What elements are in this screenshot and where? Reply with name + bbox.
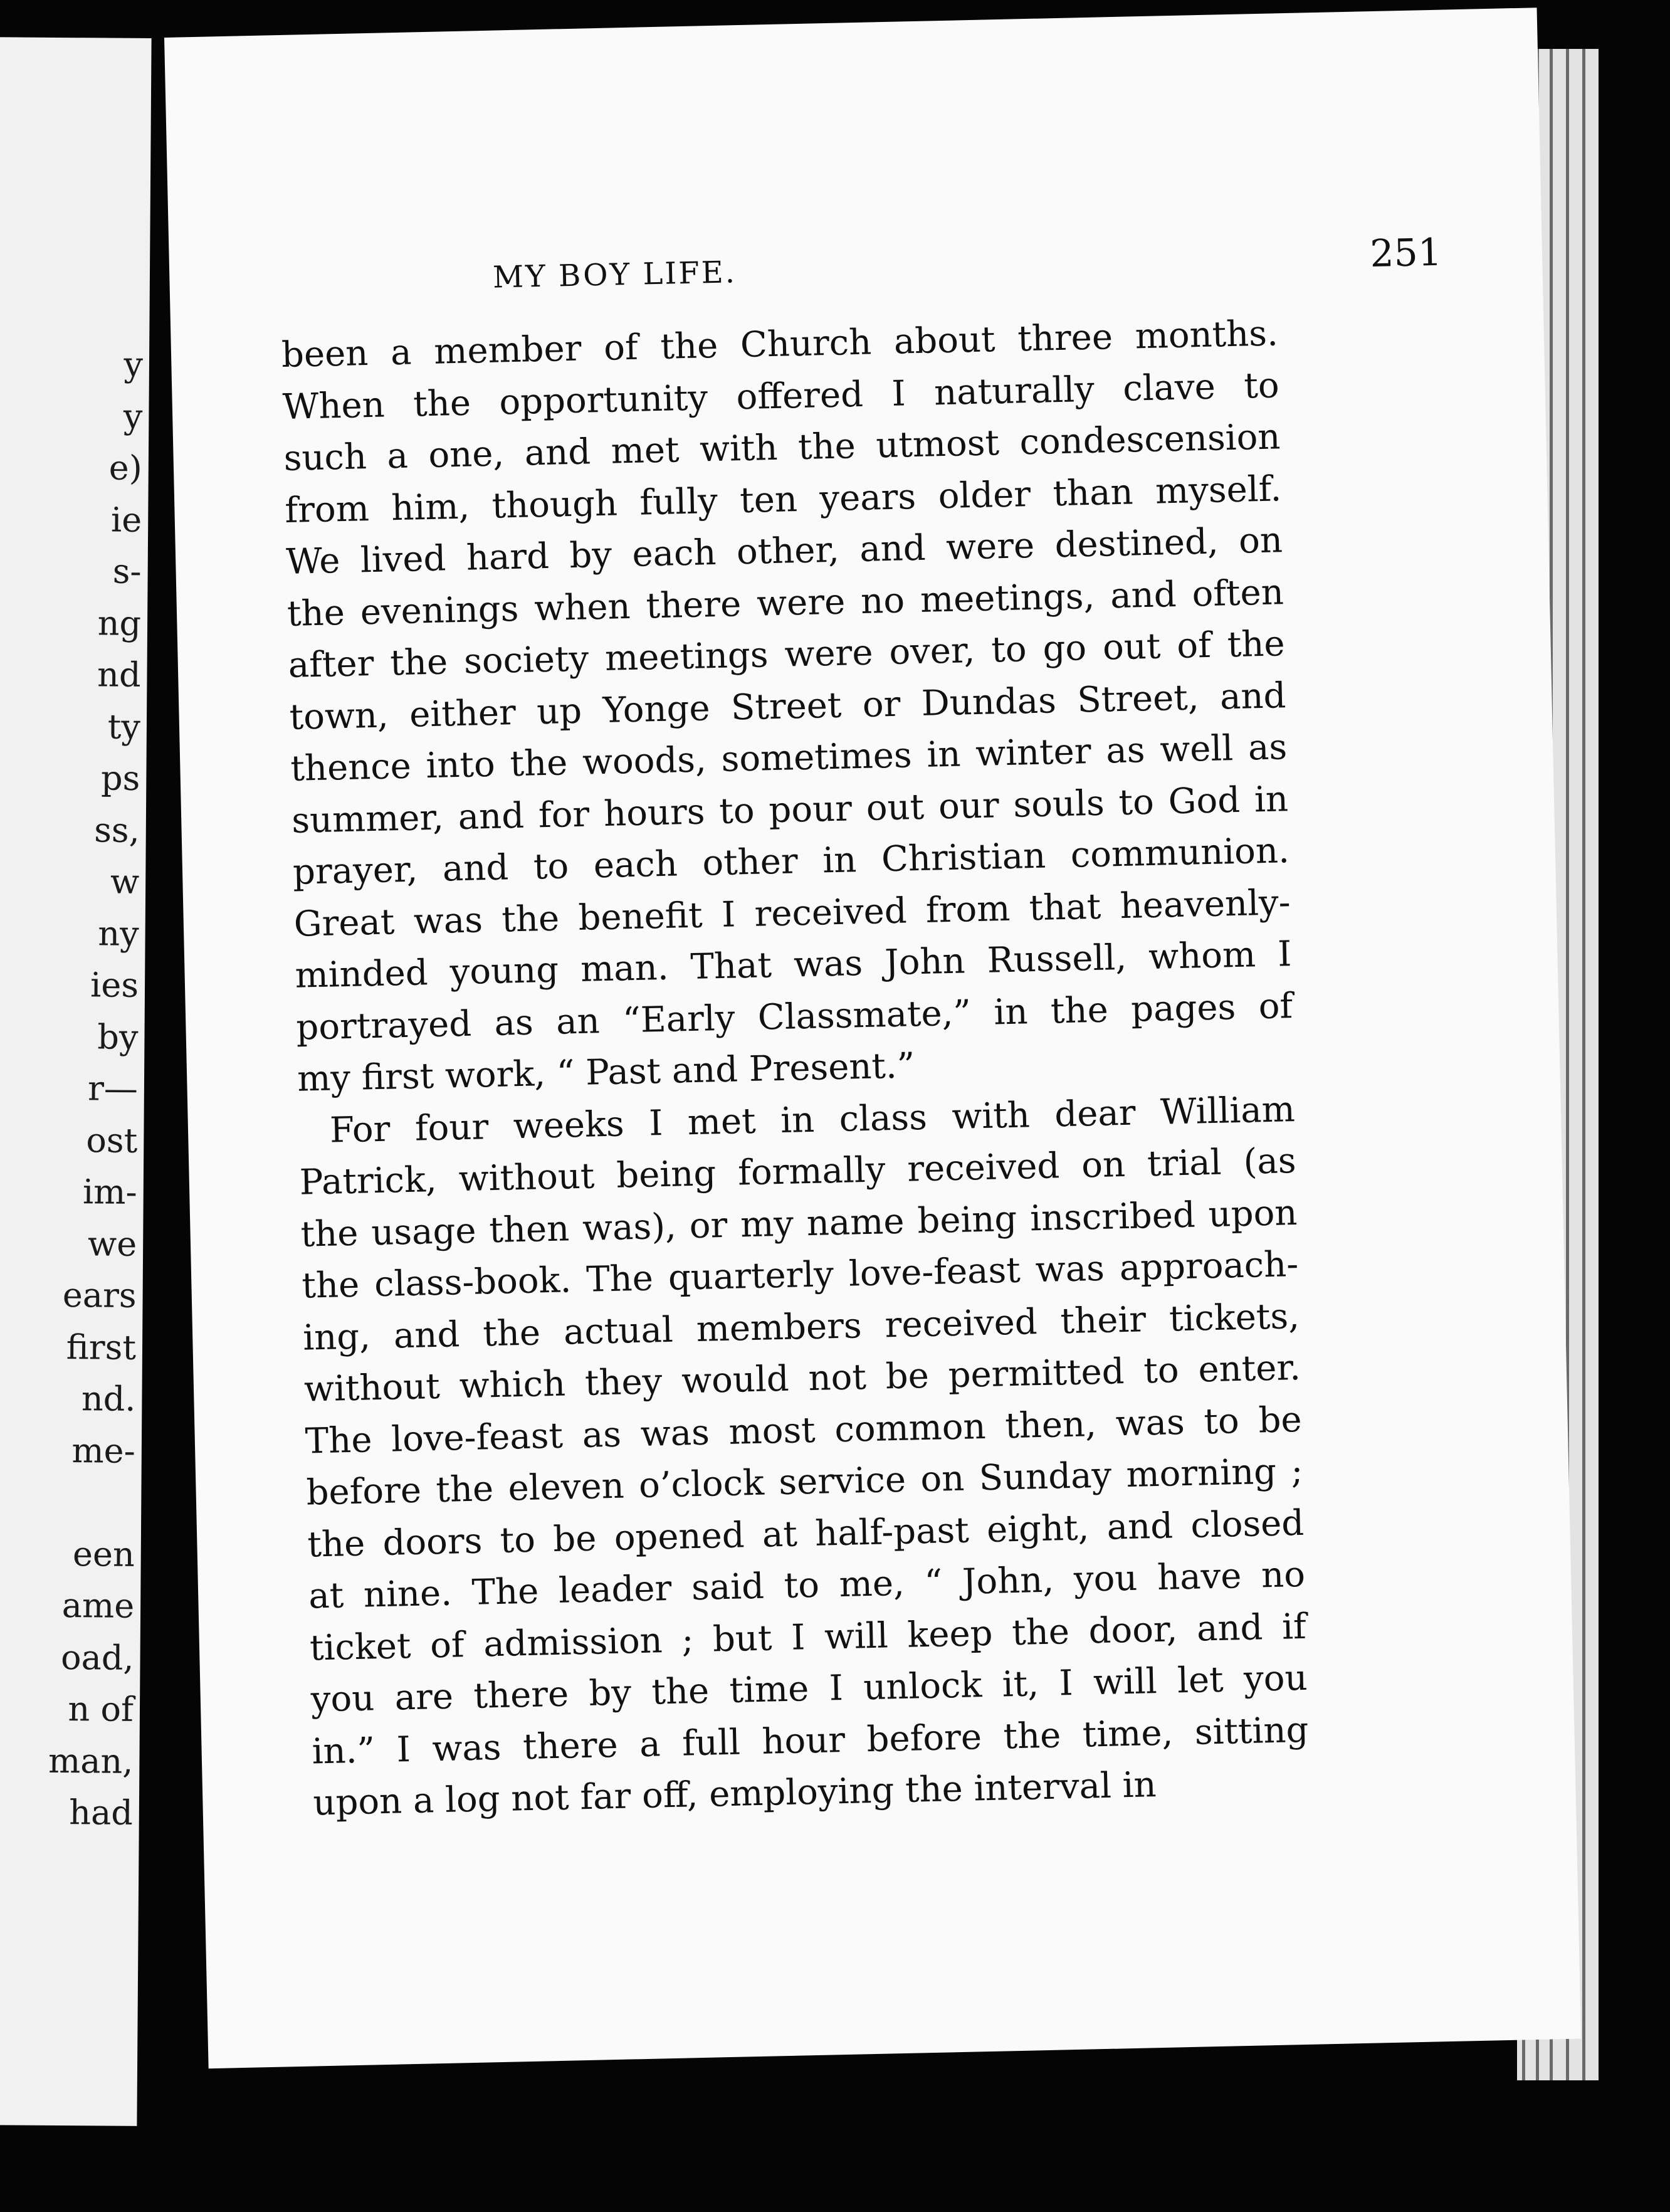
left-page-fragments: [48, 339, 143, 1839]
paragraph: [281, 308, 1295, 1105]
text-line: The love-feast as was most common then, was to be: [305, 1399, 1303, 1462]
left-page-fragment: nd.: [81, 1379, 136, 1419]
text-line: such a one, and met with the utmost condescension: [283, 416, 1281, 479]
left-page-fragment: ies: [90, 965, 139, 1005]
left-page-fragment: ty: [107, 707, 141, 747]
page-number: 251: [1369, 230, 1442, 276]
left-page-fragment: ost: [86, 1120, 138, 1161]
left-page-fragment: w: [110, 861, 140, 902]
left-page-fragment: im-: [82, 1172, 137, 1212]
text-line: the class-book. The quarterly love-feast was approach-: [301, 1244, 1299, 1307]
text-line: prayer, and to each other in Christian communion.: [292, 830, 1290, 893]
left-page-fragment: y: [123, 396, 143, 436]
text-line: upon a log not far off, employing the interval in: [312, 1764, 1157, 1824]
text-line: after the society meetings were over, to go out of the: [288, 623, 1286, 686]
text-line: you are there by the time I unlock it, I will let you: [310, 1657, 1308, 1720]
text-line: Great was the benefit I received from that heavenly-: [293, 882, 1291, 945]
running-head: MY BOY LIFE.: [492, 255, 737, 295]
left-page-fragment: e): [108, 448, 143, 488]
text-line: the doors to be opened at half-past eight, and closed: [307, 1502, 1305, 1566]
left-page-fragment: me-: [71, 1430, 136, 1471]
text-line: portrayed as an “Early Classmate,” in the pages of: [295, 985, 1293, 1048]
text-line: from him, though fully ten years older than myself.: [284, 468, 1282, 531]
text-line: my first work, “ Past and Present.”: [297, 1045, 916, 1100]
text-line: minded young man. That was John Russell, whom I: [294, 934, 1293, 996]
book-page: [164, 8, 1581, 2068]
left-page-fragment: we: [87, 1223, 137, 1264]
text-line: For four weeks I met in class with dear William: [329, 1088, 1296, 1151]
text-line: the usage then was), or my name being inscribed upon: [300, 1192, 1298, 1255]
left-page-fragment: man,: [48, 1741, 134, 1781]
left-page-fragment: ng: [97, 603, 142, 643]
left-page-fragment: ame: [61, 1586, 135, 1626]
left-page-fragment: n of: [68, 1689, 134, 1729]
text-line: at nine. The leader said to me, “ John, you have no: [308, 1554, 1306, 1617]
left-page-fragment: ears: [62, 1275, 137, 1315]
left-page-fragment: oad,: [60, 1637, 134, 1678]
left-page-fragment: een: [72, 1534, 135, 1574]
text-line: thence into the woods, sometimes in winter as well as: [290, 727, 1288, 789]
left-page-fragment: first: [66, 1327, 137, 1367]
left-page-fragment: by: [97, 1016, 139, 1057]
text-line: without which they would not be permitted to enter.: [303, 1347, 1301, 1410]
text-line: been a member of the Church about three months.: [281, 313, 1279, 376]
left-page-fragment: ie: [110, 500, 142, 540]
left-page-fragment: ny: [98, 913, 139, 954]
text-line: ticket of admission ; but I will keep the door, and if: [309, 1606, 1307, 1669]
text-line: When the opportunity offered I naturally clave to: [282, 364, 1280, 428]
left-page-fragment: s-: [112, 551, 142, 591]
body-text: [281, 308, 1310, 1830]
text-line: town, either up Yonge Street or Dundas Street, and: [288, 675, 1287, 738]
text-line: Patrick, without being formally received on trial (as: [299, 1140, 1297, 1203]
left-page-fragment: had: [69, 1793, 134, 1833]
text-line: the evenings when there were no meetings, and often: [286, 571, 1284, 635]
text-line: We lived hard by each other, and were destined, on: [285, 520, 1283, 582]
text-line: in.” I was there a full hour before the time, sitting: [311, 1709, 1310, 1772]
text-line: summer, and for hours to pour out our souls to God in: [291, 778, 1289, 841]
left-page-fragment: ps: [100, 758, 140, 798]
left-page: [0, 37, 152, 2126]
left-page-fragment: nd: [97, 655, 141, 695]
text-line: ing, and the actual members received their tickets,: [302, 1295, 1300, 1359]
left-page-fragment: y: [123, 344, 144, 384]
left-page-fragment: r—: [87, 1068, 139, 1109]
left-page-fragment: ss,: [93, 809, 140, 850]
paragraph: [298, 1084, 1310, 1830]
text-line: before the eleven o’clock service on Sunday morning ;: [305, 1450, 1304, 1514]
